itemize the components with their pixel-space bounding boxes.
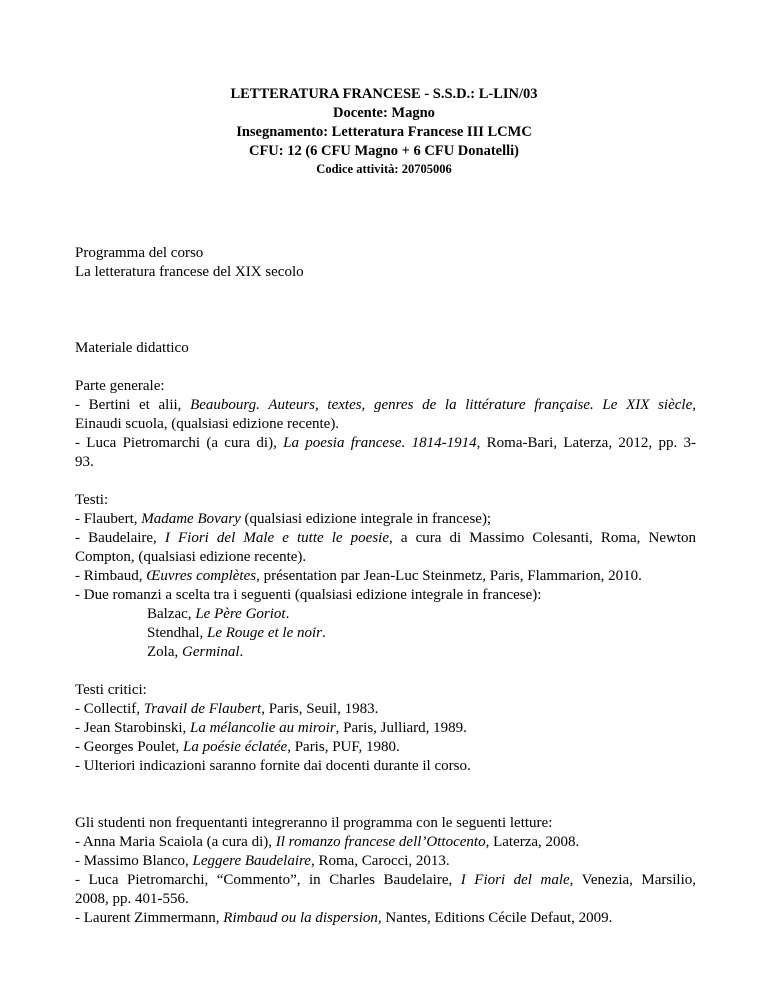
parte-generale-item-1: - Bertini et alii, Beaubourg. Auteurs, textes, genres de la littérature française. Le XIX siècle, (75, 397, 696, 413)
cfu: CFU: 12 (6 CFU Magno + 6 CFU Donatelli) (248, 143, 520, 159)
critici-item-2: - Jean Starobinski, La mélancolie au miroir, Paris, Julliard, 1989. (75, 720, 467, 736)
parte-generale-item-1-line-2: Einaudi scuola, (qualsiasi edizione recente). (75, 416, 340, 432)
reading-blanco: - Massimo Blanco, Leggere Baudelaire, Roma, Carocci, 2013. (75, 853, 450, 869)
parte-generale-item-2: - Luca Pietromarchi (a cura di), La poesia francese. 1814-1914, Roma-Bari, Laterza, 2012, pp. 3- (75, 435, 696, 451)
novel-zola: Zola, Germinal. (147, 644, 244, 660)
reading-zimmermann: - Laurent Zimmermann, Rimbaud ou la dispersion, Nantes, Editions Cécile Defaut, 2009. (75, 910, 613, 926)
parte-generale-heading: Parte generale: (75, 378, 165, 394)
course-title: LETTERATURA FRANCESE - S.S.D.: L-LIN/03 (230, 86, 538, 102)
book-title: I Fiori del male (460, 872, 570, 888)
book-title: Madame Bovary (141, 511, 241, 527)
reading-pietromarchi-line-2: 2008, pp. 401-556. (75, 891, 189, 907)
document-header (0, 85, 768, 178)
critici-last: - Ulteriori indicazioni saranno fornite dai docenti durante il corso. (75, 758, 471, 774)
testi-romanzi: - Due romanzi a scelta tra i seguenti (qualsiasi edizione integrale in francese): (75, 587, 542, 603)
book-title: Le Père Goriot (195, 606, 286, 622)
book-title: Travail de Flaubert (143, 701, 262, 717)
docente: Docente: Magno (333, 105, 435, 121)
critici-heading: Testi critici: (75, 682, 147, 698)
programma-subtitle: La letteratura francese del XIX secolo (75, 264, 304, 280)
book-title: Il romanzo francese dell’Ottocento (275, 834, 486, 850)
book-title: Œuvres complètes (146, 568, 257, 584)
parte-generale-item-2-line-2: 93. (75, 454, 94, 470)
reading-scaiola: - Anna Maria Scaiola (a cura di), Il romanzo francese dell’Ottocento, Laterza, 2008. (75, 834, 580, 850)
book-title: I Fiori del Male e tutte le poesie (164, 530, 389, 546)
novel-balzac: Balzac, Le Père Goriot. (147, 606, 290, 622)
testi-heading: Testi: (75, 492, 109, 508)
document-body (75, 244, 696, 928)
book-title: La poésie éclatée (183, 739, 288, 755)
critici-item-3: - Georges Poulet, La poésie éclatée, Paris, PUF, 1980. (75, 739, 400, 755)
testi-flaubert: - Flaubert, Madame Bovary (qualsiasi edizione integrale in francese); (75, 511, 492, 527)
reading-pietromarchi: - Luca Pietromarchi, “Commento”, in Charles Baudelaire, I Fiori del male, Venezia, Marsilio, (75, 872, 696, 888)
book-title: La poesia francese. 1814-1914 (283, 435, 477, 451)
book-title: Germinal (182, 644, 240, 660)
testi-baudelaire: - Baudelaire, I Fiori del Male e tutte le poesie, a cura di Massimo Colesanti, Roma, Newton (75, 530, 696, 546)
book-title: Le Rouge et le noir (207, 625, 322, 641)
programma-title: Programma del corso (75, 245, 204, 261)
materiale-title: Materiale didattico (75, 340, 189, 356)
book-title: Leggere Baudelaire (192, 853, 311, 869)
critici-item-1: - Collectif, Travail de Flaubert, Paris, Seuil, 1983. (75, 701, 379, 717)
testi-baudelaire-line-2: Compton, (qualsiasi edizione recente). (75, 549, 307, 565)
non-frequentanti-intro: Gli studenti non frequentanti integreranno il programma con le seguenti letture: (75, 815, 553, 831)
book-title: Rimbaud ou la dispersion (223, 910, 378, 926)
novel-stendhal: Stendhal, Le Rouge et le noir. (147, 625, 326, 641)
book-title: Beaubourg. Auteurs, textes, genres de la littérature française. Le XIX siècle (190, 397, 693, 413)
insegnamento: Insegnamento: Letteratura Francese III LCMC (236, 124, 532, 140)
codice-attivita: Codice attività: 20705006 (316, 162, 452, 176)
testi-rimbaud: - Rimbaud, Œuvres complètes, présentation par Jean-Luc Steinmetz, Paris, Flammarion, 2010. (75, 568, 642, 584)
book-title: La mélancolie au miroir (189, 720, 336, 736)
